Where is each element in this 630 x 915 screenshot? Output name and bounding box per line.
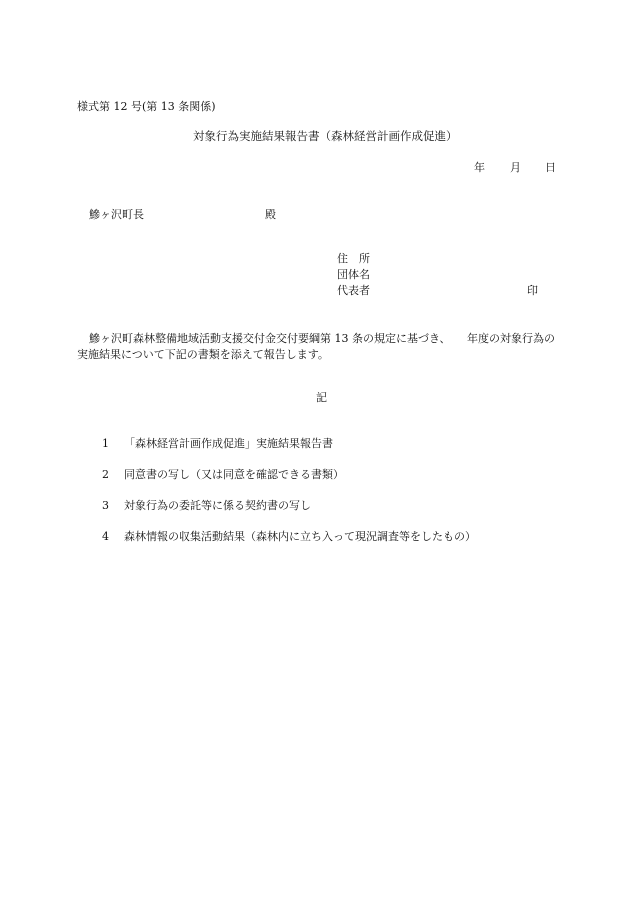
month-label: 月 <box>510 161 521 174</box>
attachment-text: 対象行為の委託等に係る契約書の写し <box>124 499 311 512</box>
attachment-text: 同意書の写し（又は同意を確認できる書類） <box>124 468 344 481</box>
year-label: 年 <box>474 161 485 174</box>
ki-heading: 記 <box>316 391 327 404</box>
attachment-text: 「森林経営計画作成促進」実施結果報告書 <box>124 437 333 450</box>
attachment-number: 4 <box>102 530 109 543</box>
addressee-honorific: 殿 <box>265 208 276 221</box>
attachment-number: 2 <box>102 468 109 481</box>
addressee-name: 鰺ヶ沢町長 <box>89 208 144 221</box>
representative-label: 代表者 <box>337 284 370 297</box>
attachment-number: 1 <box>102 437 109 450</box>
body-paragraph: 鰺ヶ沢町森林整備地域活動支援交付金交付要綱第 13 条の規定に基づき、 年度の対象行為の実施結果について下記の書類を添えて報告します。 <box>77 332 556 361</box>
attachment-text: 森林情報の収集活動結果（森林内に立ち入って現況調査等をしたもの） <box>124 530 476 543</box>
address-label: 住 所 <box>337 252 370 265</box>
attachment-number: 3 <box>102 499 109 512</box>
document-title: 対象行為実施結果報告書（森林経営計画作成促進） <box>193 129 458 143</box>
day-label: 日 <box>545 161 556 174</box>
organization-label: 団体名 <box>337 268 370 281</box>
seal-label: 印 <box>527 284 538 297</box>
form-number: 様式第 12 号(第 13 条関係) <box>77 100 216 113</box>
